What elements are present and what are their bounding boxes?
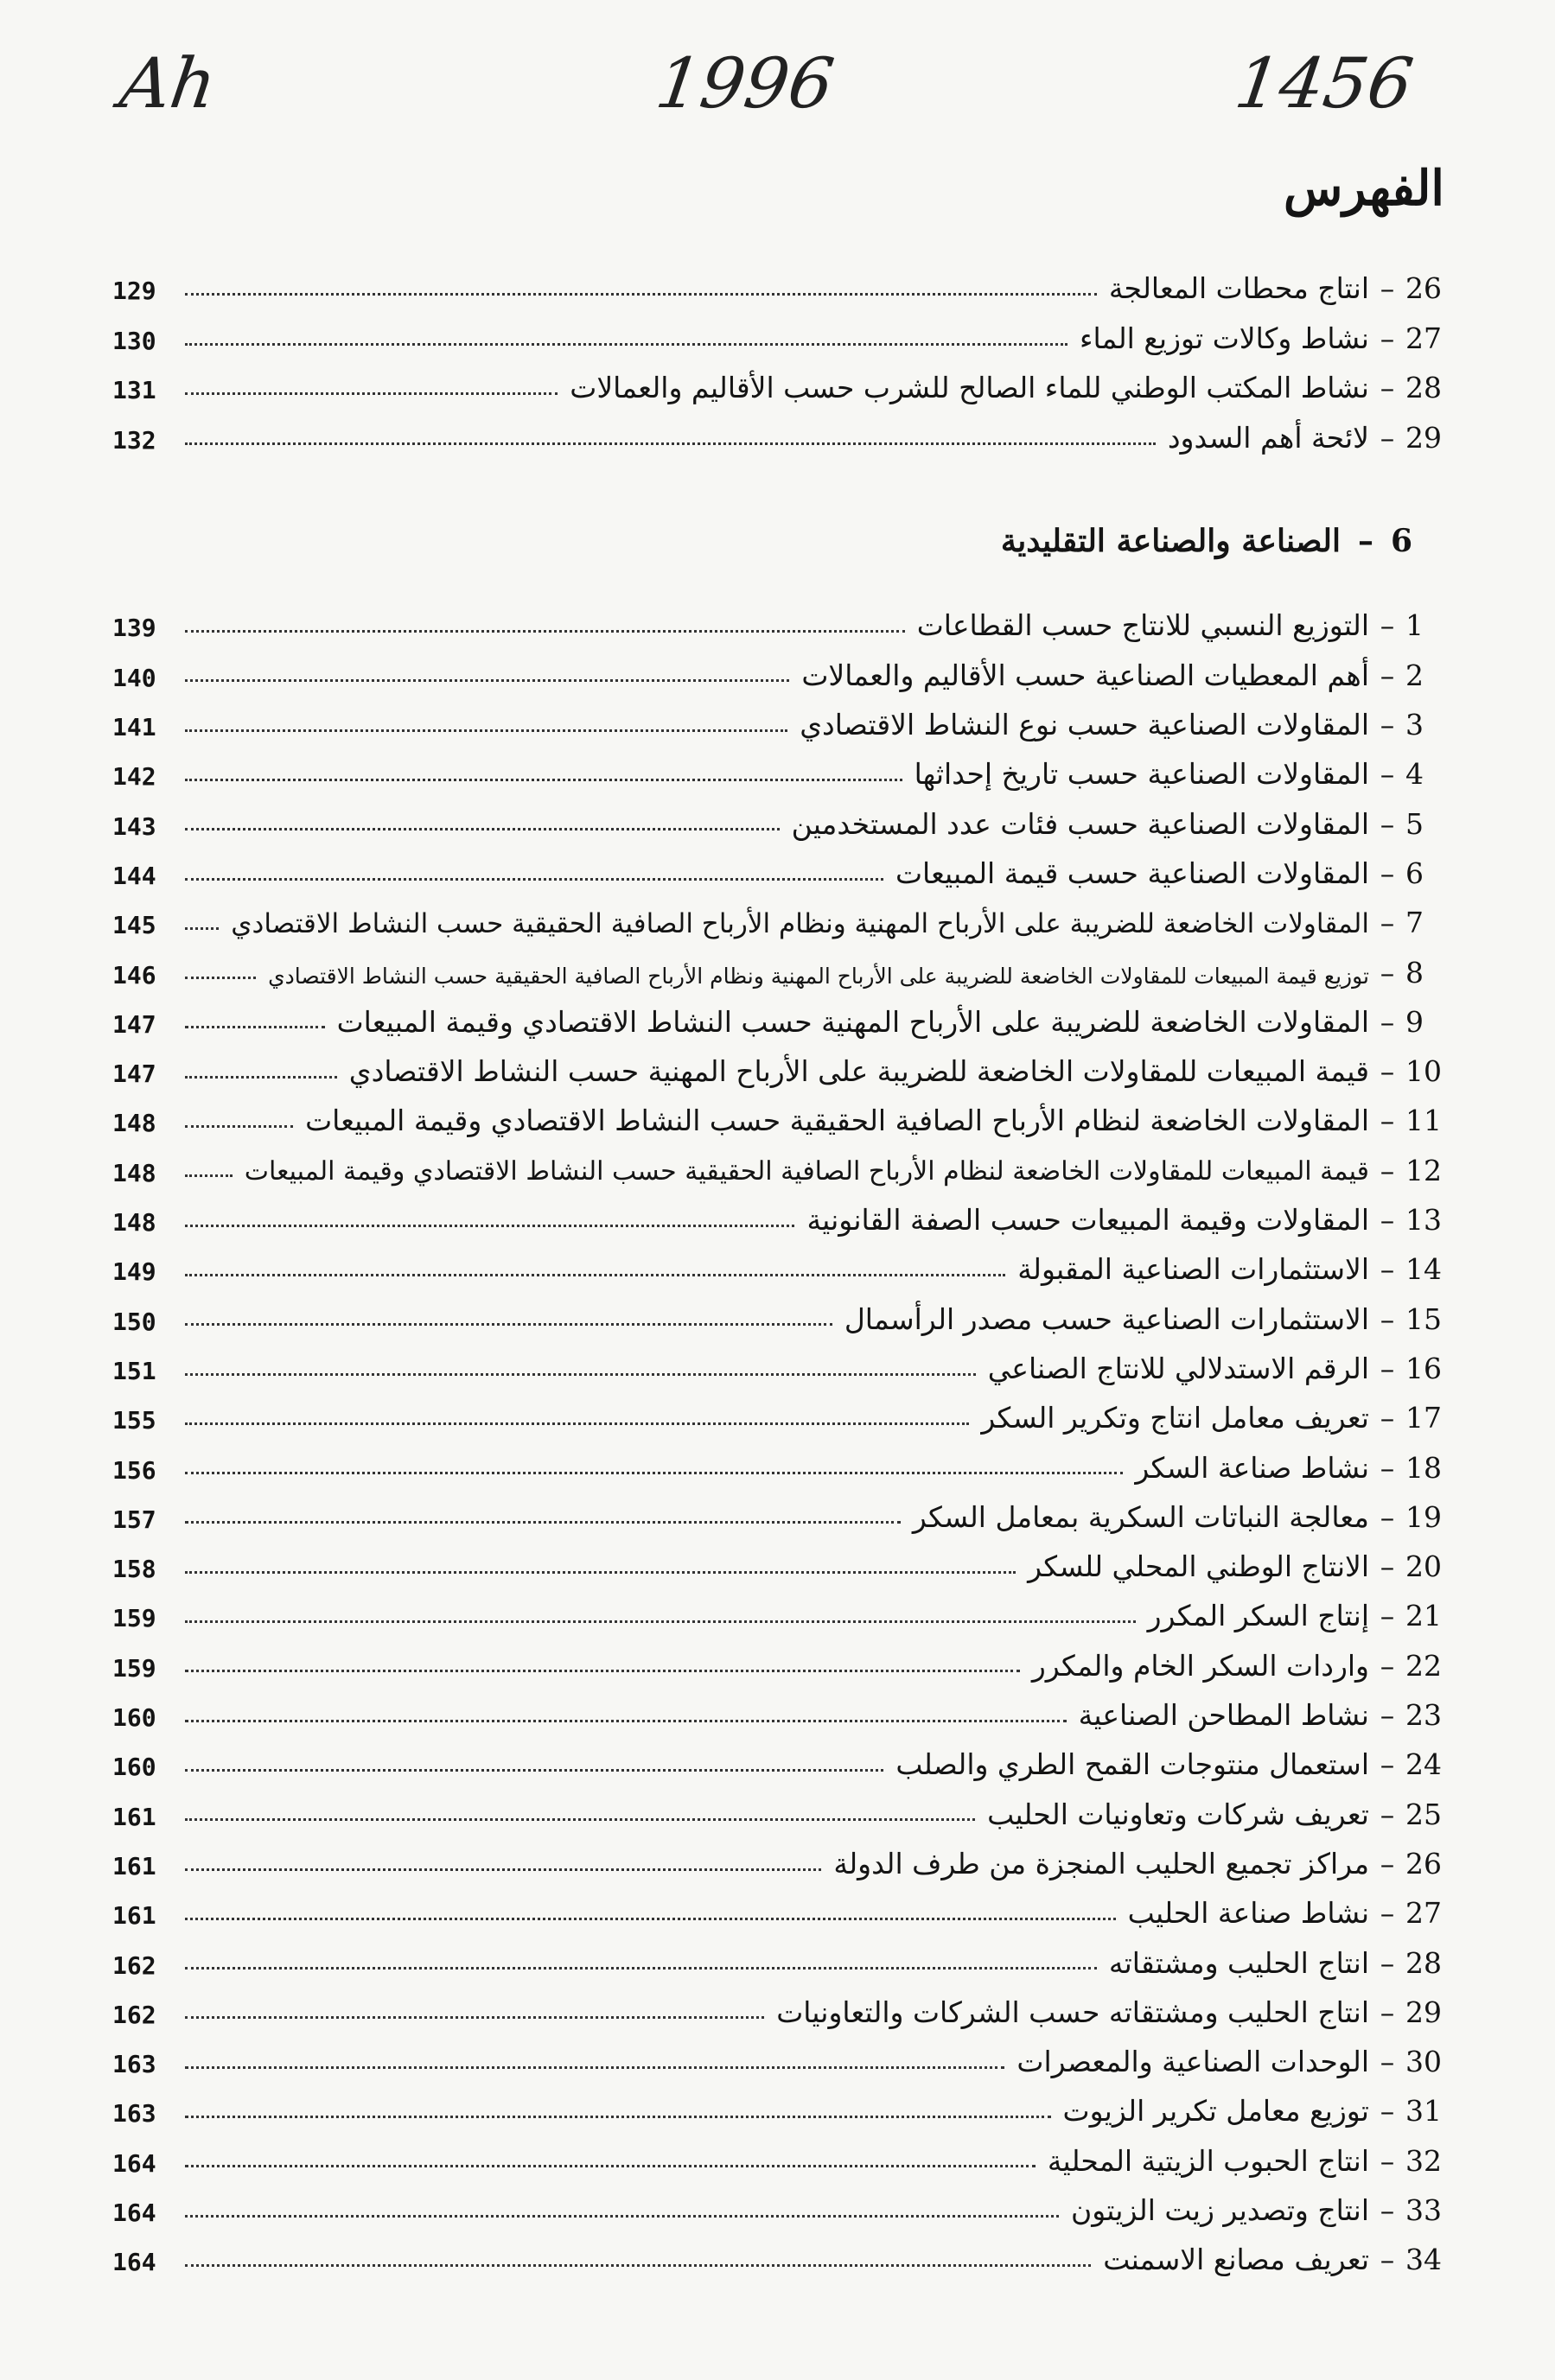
- entry-page: 161: [112, 1802, 156, 1831]
- entry-page: 131: [112, 376, 156, 405]
- handwritten-year: 1996: [651, 43, 839, 124]
- entry-page: 162: [112, 2000, 156, 2029]
- entry-title: الاستثمارات الصناعية حسب مصدر الرأسمال: [844, 1301, 1369, 1336]
- dot-leader: [185, 1571, 1016, 1574]
- entry-dash: –: [1380, 1797, 1395, 1831]
- toc-entry: [112, 1587, 1459, 1633]
- entry-number: 25: [1405, 1797, 1442, 1831]
- entry-number: 1: [1405, 608, 1424, 643]
- dot-leader: [185, 1918, 1116, 1920]
- entry-title: واردات السكر الخام والمكرر: [1031, 1648, 1369, 1683]
- entry-title: تعريف معامل انتاج وتكرير السكر: [981, 1401, 1369, 1435]
- entry-dash: –: [1380, 906, 1395, 940]
- entry-page: 146: [112, 960, 156, 990]
- toc-entry: [112, 309, 1459, 356]
- entry-number: 17: [1405, 1401, 1442, 1435]
- entry-title: قيمة المبيعات للمقاولات الخاضعة للضريبة على الأرباح المهنية حسب النشاط الاقتصادي: [348, 1054, 1369, 1089]
- toc-entry: [112, 1933, 1459, 1980]
- entry-title: التوزيع النسبي للانتاج حسب القطاعات: [916, 608, 1369, 643]
- entry-page: 156: [112, 1455, 156, 1485]
- entry-dash: –: [1380, 1203, 1395, 1237]
- entry-dash: –: [1380, 1401, 1395, 1435]
- toc-entry: [112, 359, 1459, 405]
- entry-page: 139: [112, 614, 156, 643]
- dot-leader: [185, 2264, 1091, 2267]
- dot-leader: [185, 343, 1067, 346]
- entry-dash: –: [1380, 757, 1395, 792]
- entry-dash: –: [1380, 1252, 1395, 1287]
- toc-entry: [112, 1636, 1459, 1683]
- entry-page: 163: [112, 2099, 156, 2129]
- entry-dash: –: [1380, 856, 1395, 890]
- toc-entry: [112, 943, 1459, 990]
- toc-entry: [112, 696, 1459, 742]
- entry-dash: –: [1380, 1747, 1395, 1782]
- entry-dash: –: [1380, 658, 1395, 692]
- entry-number: 28: [1405, 371, 1442, 405]
- handwritten-initials: Ah: [115, 43, 221, 124]
- entry-dash: –: [1380, 1153, 1395, 1187]
- entry-dash: –: [1380, 1945, 1395, 1980]
- entry-page: 129: [112, 277, 156, 306]
- dot-leader: [185, 1620, 1136, 1623]
- dot-leader: [185, 1868, 821, 1871]
- entry-title: انتاج الحليب ومشتقاته حسب الشركات والتعاونيات: [776, 1995, 1369, 2029]
- entry-page: 160: [112, 1753, 156, 1782]
- dot-leader: [185, 293, 1097, 296]
- entry-title: الوحدات الصناعية والمعصرات: [1016, 2045, 1369, 2079]
- entry-dash: –: [1380, 1698, 1395, 1732]
- entry-title: لائحة أهم السدود: [1167, 420, 1369, 455]
- entry-page: 141: [112, 713, 156, 741]
- entry-number: 23: [1405, 1698, 1442, 1732]
- entry-number: 29: [1405, 1995, 1442, 2029]
- toc-entry: [112, 1438, 1459, 1485]
- dot-leader: [185, 679, 789, 682]
- entry-page: 132: [112, 425, 156, 455]
- dot-leader: [185, 1323, 832, 1326]
- entry-dash: –: [1380, 371, 1395, 405]
- dot-leader: [185, 1422, 969, 1425]
- entry-page: 145: [112, 911, 156, 940]
- toc-entry: [112, 2230, 1459, 2277]
- entry-page: 144: [112, 861, 156, 890]
- entry-number: 5: [1405, 806, 1424, 841]
- entry-title: المقاولات الصناعية حسب نوع النشاط الاقتصادي: [800, 708, 1369, 741]
- entry-title: المقاولات الصناعية حسب قيمة المبيعات: [895, 856, 1369, 890]
- dot-leader: [185, 1818, 975, 1821]
- entry-page: 148: [112, 1158, 156, 1187]
- entry-number: 22: [1405, 1648, 1442, 1683]
- entry-page: 130: [112, 326, 156, 355]
- dot-leader: [185, 878, 883, 881]
- entry-title: قيمة المبيعات للمقاولات الخاضعة لنظام الأرباح الصافية الحقيقية حسب النشاط الاقتصادي وقيمة المبيعات: [244, 1156, 1369, 1187]
- toc-entry: [112, 745, 1459, 792]
- entry-dash: –: [1380, 1004, 1395, 1039]
- entry-number: 3: [1405, 708, 1424, 741]
- entry-title: توزيع معامل تكرير الزيوت: [1062, 2094, 1369, 2129]
- entry-number: 30: [1405, 2045, 1442, 2079]
- entry-title: تعريف شركات وتعاونيات الحليب: [987, 1797, 1369, 1831]
- dot-leader: [185, 630, 905, 633]
- toc-entry: [112, 1042, 1459, 1089]
- entry-dash: –: [1380, 1846, 1395, 1880]
- entry-number: 10: [1405, 1054, 1442, 1089]
- entry-dash: –: [1380, 1104, 1395, 1138]
- entry-number: 29: [1405, 420, 1442, 455]
- entry-number: 15: [1405, 1301, 1442, 1336]
- entry-number: 16: [1405, 1351, 1442, 1385]
- entry-title: نشاط المطاحن الصناعية: [1078, 1698, 1369, 1732]
- dot-leader: [185, 2215, 1059, 2218]
- entry-number: 33: [1405, 2193, 1442, 2227]
- entry-page: 161: [112, 1851, 156, 1880]
- entry-dash: –: [1380, 1301, 1395, 1336]
- toc-entry: [112, 596, 1459, 643]
- entry-page: 159: [112, 1604, 156, 1633]
- section-heading: [1001, 523, 1444, 559]
- entry-page: 164: [112, 2199, 156, 2227]
- entry-number: 4: [1405, 757, 1424, 792]
- entry-page: 164: [112, 2248, 156, 2277]
- toc-entry: [112, 1240, 1459, 1287]
- entry-dash: –: [1380, 708, 1395, 741]
- entry-dash: –: [1380, 2143, 1395, 2178]
- toc-entry: [112, 259, 1459, 306]
- entry-dash: –: [1380, 321, 1395, 355]
- entry-title: المقاولات الصناعية حسب تاريخ إحداثها: [914, 757, 1369, 792]
- entry-page: 143: [112, 811, 156, 841]
- entry-title: استعمال منتوجات القمح الطري والصلب: [895, 1747, 1369, 1782]
- dot-leader: [185, 1125, 293, 1128]
- entry-number: 6: [1405, 856, 1424, 890]
- entry-title: نشاط وكالات توزيع الماء: [1079, 321, 1369, 355]
- entry-number: 8: [1405, 955, 1424, 990]
- dot-leader: [185, 2016, 764, 2019]
- dot-leader: [185, 2165, 1036, 2167]
- dot-leader: [185, 1225, 794, 1227]
- entry-title: المقاولات الخاضعة للضريبة على الأرباح المهنية حسب النشاط الاقتصادي وقيمة المبيعات: [336, 1004, 1369, 1039]
- entry-title: المقاولات الخاضعة لنظام الأرباح الصافية الحقيقية حسب النشاط الاقتصادي وقيمة المبيعات: [305, 1104, 1369, 1138]
- entry-dash: –: [1380, 1499, 1395, 1534]
- toc-entry: [112, 1785, 1459, 1831]
- entry-number: 18: [1405, 1450, 1442, 1485]
- entry-dash: –: [1380, 806, 1395, 841]
- entry-number: 34: [1405, 2243, 1442, 2277]
- entry-title: إنتاج السكر المكرر: [1147, 1599, 1369, 1633]
- entry-title: انتاج محطات المعالجة: [1108, 271, 1369, 306]
- entry-title: الرقم الاستدلالي للانتاج الصناعي: [987, 1351, 1369, 1385]
- entry-page: 147: [112, 1060, 156, 1089]
- entry-number: 13: [1405, 1203, 1442, 1237]
- dot-leader: [185, 1670, 1020, 1672]
- entry-title: مراكز تجميع الحليب المنجزة من طرف الدولة: [833, 1846, 1369, 1880]
- entry-dash: –: [1380, 1351, 1395, 1385]
- page-title: الفهرس: [1283, 160, 1444, 217]
- entry-page: 149: [112, 1257, 156, 1287]
- toc-entry: [112, 1389, 1459, 1435]
- entry-number: 27: [1405, 321, 1442, 355]
- entry-page: 151: [112, 1356, 156, 1385]
- entry-number: 12: [1405, 1153, 1442, 1187]
- entry-number: 24: [1405, 1747, 1442, 1782]
- entry-number: 9: [1405, 1004, 1424, 1039]
- entry-number: 26: [1405, 1846, 1442, 1880]
- entry-dash: –: [1380, 2193, 1395, 2227]
- dot-leader: [185, 1274, 1005, 1276]
- entry-title: توزيع قيمة المبيعات للمقاولات الخاضعة للضريبة على الأرباح المهنية ونظام الأرباح الصافية الحقيقية حسب النشاط الاقتصادي: [268, 964, 1369, 990]
- entry-page: 164: [112, 2148, 156, 2178]
- entry-page: 148: [112, 1208, 156, 1237]
- entry-page: 148: [112, 1109, 156, 1138]
- entry-title: المقاولات الخاضعة للضريبة على الأرباح المهنية ونظام الأرباح الصافية الحقيقية حسب النشاط الاقتصادي: [231, 907, 1369, 939]
- entry-page: 140: [112, 663, 156, 692]
- section-number: 6: [1391, 523, 1413, 559]
- entry-title: الانتاج الوطني المحلي للسكر: [1028, 1550, 1369, 1584]
- dot-leader: [185, 1026, 325, 1028]
- entry-title: المقاولات الصناعية حسب فئات عدد المستخدمين: [791, 806, 1369, 841]
- entry-page: 150: [112, 1307, 156, 1336]
- entry-number: 7: [1405, 906, 1424, 940]
- entry-number: 32: [1405, 2143, 1442, 2178]
- dot-leader: [185, 729, 787, 732]
- entry-title: الاستثمارات الصناعية المقبولة: [1017, 1252, 1369, 1287]
- entry-number: 19: [1405, 1499, 1442, 1534]
- dot-leader: [185, 1967, 1097, 1970]
- entry-dash: –: [1380, 1054, 1395, 1089]
- entry-title: انتاج الحبوب الزيتية المحلية: [1047, 2143, 1369, 2178]
- dot-leader: [185, 442, 1156, 445]
- entry-number: 31: [1405, 2094, 1442, 2129]
- toc-entry: [112, 1735, 1459, 1782]
- toc-entry: [112, 1091, 1459, 1138]
- dot-leader: [185, 1076, 337, 1079]
- dot-leader: [185, 779, 902, 781]
- toc-entry: [112, 1835, 1459, 1881]
- dot-leader: [185, 977, 256, 979]
- handwritten-number: 1456: [1230, 43, 1418, 124]
- entry-number: 11: [1405, 1104, 1442, 1138]
- entry-page: 142: [112, 762, 156, 792]
- entry-title: نشاط صناعة الحليب: [1127, 1896, 1369, 1931]
- section-title: الصناعة والصناعة التقليدية: [1000, 523, 1341, 559]
- toc-entry: [112, 2082, 1459, 2129]
- entry-title: نشاط صناعة السكر: [1135, 1450, 1369, 1485]
- section-dash: –: [1358, 523, 1373, 559]
- entry-page: 155: [112, 1406, 156, 1435]
- toc-entry: [112, 2181, 1459, 2228]
- entry-page: 158: [112, 1555, 156, 1584]
- entry-dash: –: [1380, 608, 1395, 643]
- toc-entry: [112, 1686, 1459, 1733]
- toc-entry: [112, 992, 1459, 1039]
- dot-leader: [185, 1472, 1123, 1474]
- entry-dash: –: [1380, 2094, 1395, 2129]
- toc-entry: [112, 2033, 1459, 2079]
- dot-leader: [185, 828, 780, 830]
- entry-title: انتاج وتصدير زيت الزيتون: [1071, 2193, 1369, 2227]
- entry-dash: –: [1380, 1450, 1395, 1485]
- toc-entry: [112, 1289, 1459, 1336]
- toc-entry: [112, 844, 1459, 891]
- entry-dash: –: [1380, 955, 1395, 990]
- dot-leader: [185, 2066, 1004, 2069]
- entry-dash: –: [1380, 1550, 1395, 1584]
- dot-leader: [185, 1720, 1067, 1722]
- entry-dash: –: [1380, 420, 1395, 455]
- entry-dash: –: [1380, 1896, 1395, 1931]
- dot-leader: [185, 1373, 976, 1376]
- entry-page: 159: [112, 1653, 156, 1683]
- entry-page: 161: [112, 1901, 156, 1931]
- toc-entry: [112, 1191, 1459, 1238]
- entry-page: 163: [112, 2050, 156, 2079]
- entry-dash: –: [1380, 1599, 1395, 1633]
- entry-number: 20: [1405, 1550, 1442, 1584]
- toc-entry: [112, 409, 1459, 455]
- entry-title: أهم المعطيات الصناعية حسب الأقاليم والعمالات: [801, 658, 1369, 692]
- entry-number: 21: [1405, 1599, 1442, 1633]
- dot-leader: [185, 392, 558, 395]
- toc-entry: [112, 646, 1459, 692]
- entry-title: نشاط المكتب الوطني للماء الصالح للشرب حسب الأقاليم والعمالات: [570, 371, 1369, 405]
- entry-dash: –: [1380, 1648, 1395, 1683]
- entry-page: 160: [112, 1703, 156, 1732]
- entry-number: 26: [1405, 271, 1442, 306]
- entry-number: 28: [1405, 1945, 1442, 1980]
- dot-leader: [185, 1521, 901, 1524]
- entry-page: 157: [112, 1505, 156, 1534]
- entry-title: انتاج الحليب ومشتقاته: [1108, 1945, 1369, 1980]
- dot-leader: [185, 2116, 1051, 2118]
- entry-number: 27: [1405, 1896, 1442, 1931]
- toc-entry: [112, 894, 1459, 940]
- entry-title: معالجة النباتات السكرية بمعامل السكر: [912, 1499, 1369, 1534]
- toc-entry: [112, 794, 1459, 841]
- toc-entry: [112, 1537, 1459, 1584]
- toc-entry: [112, 1884, 1459, 1931]
- entry-number: 2: [1405, 658, 1424, 692]
- toc-entry: [112, 1141, 1459, 1187]
- dot-leader: [185, 927, 219, 930]
- entry-title: المقاولات وقيمة المبيعات حسب الصفة القانونية: [806, 1203, 1369, 1237]
- entry-dash: –: [1380, 271, 1395, 306]
- dot-leader: [185, 1174, 233, 1177]
- toc-entry: [112, 1487, 1459, 1534]
- entry-dash: –: [1380, 1995, 1395, 2029]
- toc-entry: [112, 1982, 1459, 2029]
- toc-entry: [112, 2131, 1459, 2178]
- entry-number: 14: [1405, 1252, 1442, 1287]
- entry-title: تعريف مصانع الاسمنت: [1103, 2243, 1369, 2277]
- dot-leader: [185, 1769, 883, 1772]
- toc-entry: [112, 1340, 1459, 1386]
- entry-dash: –: [1380, 2045, 1395, 2079]
- entry-page: 162: [112, 1950, 156, 1980]
- entry-page: 147: [112, 1009, 156, 1039]
- entry-dash: –: [1380, 2243, 1395, 2277]
